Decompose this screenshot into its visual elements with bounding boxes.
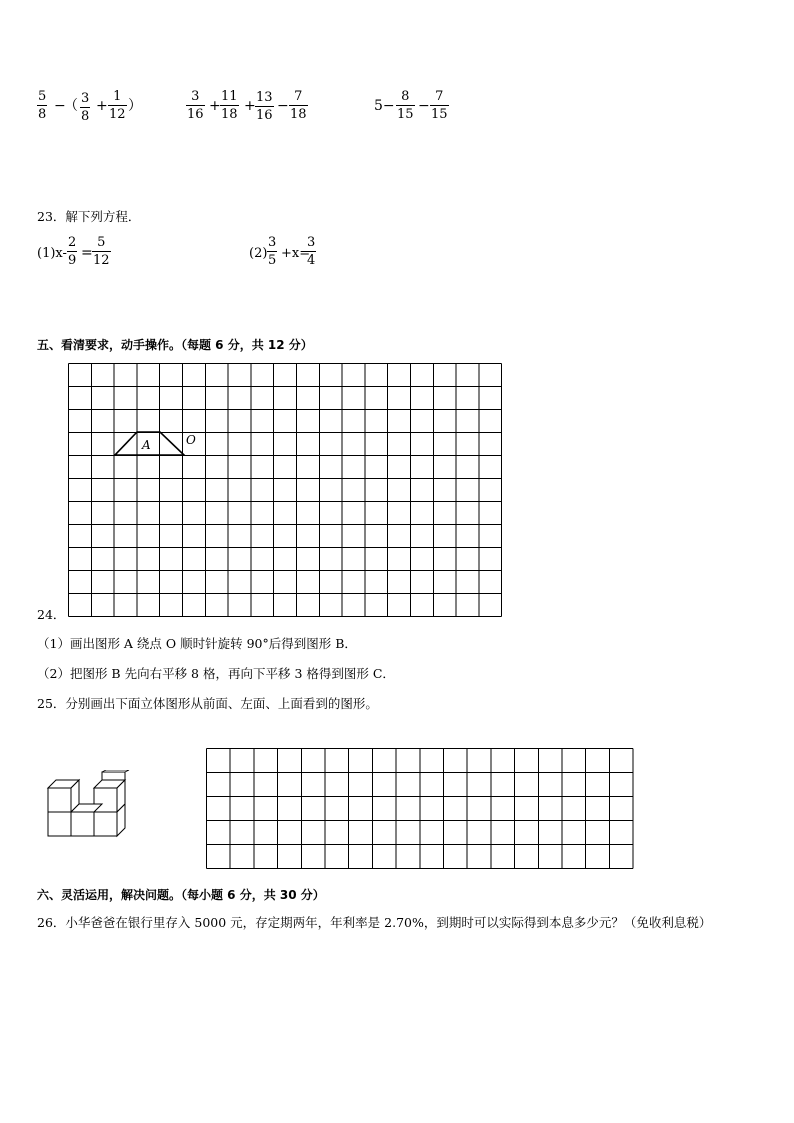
fraction: 1 12	[109, 89, 126, 122]
minus-sign: −	[277, 98, 289, 114]
question-26-text: 26．小华爸爸在银行里存入 5000 元，存定期两年，年利率是 2.70%，到期时可以实际得到本息多少元？（免收利息税）	[37, 915, 712, 930]
fraction: 3 8	[81, 91, 90, 124]
fraction: 3 4	[307, 235, 316, 268]
point-o-label: O	[186, 433, 196, 447]
question-23-title: 23．解下列方程．	[37, 209, 141, 224]
fraction: 3 5	[268, 235, 277, 268]
equation-middle: +x=	[281, 246, 311, 261]
question-24-part-1: （1）画出图形 A 绕点 O 顺时针旋转 90°后得到图形 B．	[37, 636, 357, 651]
fraction: 7 18	[290, 89, 307, 122]
fraction: 2 9	[68, 235, 77, 268]
cube-solid-figure	[44, 770, 136, 842]
left-paren: （	[64, 98, 78, 114]
question-25-title: 25．分别画出下面立体图形从前面、左面、上面看到的图形。	[37, 696, 378, 711]
equation-prefix: (1)x-	[37, 246, 67, 261]
question-24-part-2: （2）把图形 B 先向右平移 8 格，再向下平移 3 格得到图形 C．	[37, 666, 395, 681]
section-5-title: 五、看清要求，动手操作。（每题 6 分，共 12 分）	[37, 338, 313, 352]
equation-prefix: (2)	[249, 246, 268, 261]
question-24-grid[interactable]	[68, 363, 503, 619]
minus-sign: −	[54, 98, 66, 114]
lead-term: 5−	[374, 98, 395, 114]
plus-sign: +	[209, 98, 221, 114]
section-6-title: 六、灵活运用，解决问题。（每小题 6 分，共 30 分）	[37, 888, 325, 902]
fraction: 7 15	[431, 89, 448, 122]
question-24-number: 24．	[37, 607, 66, 622]
right-paren: ）	[128, 98, 142, 114]
question-25-grid[interactable]	[206, 748, 634, 870]
fraction: 13 16	[256, 90, 273, 123]
fraction: 3 16	[187, 89, 204, 122]
fraction: 5 12	[93, 235, 110, 268]
plus-sign: +	[96, 98, 108, 114]
fraction: 8 15	[397, 89, 414, 122]
shape-a-label: A	[142, 438, 151, 452]
fraction: 11 18	[221, 89, 238, 122]
plus-sign: +	[244, 98, 256, 114]
minus-sign: −	[418, 98, 430, 114]
equals-sign: =	[81, 245, 93, 261]
fraction: 5 8	[38, 89, 47, 122]
